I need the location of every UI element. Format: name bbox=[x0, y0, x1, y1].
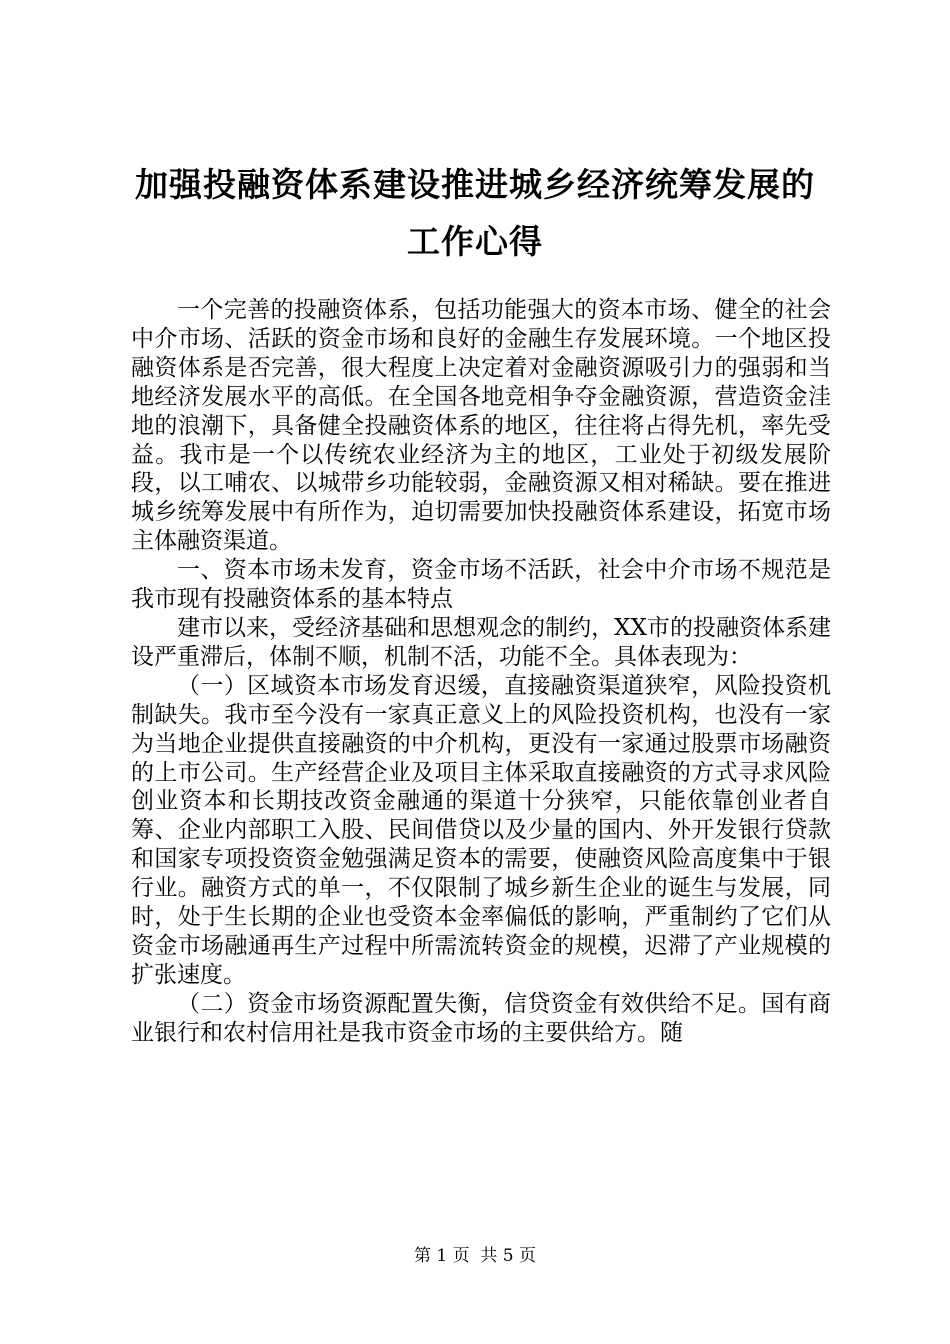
page-footer bbox=[0, 1245, 950, 1267]
document-title-line-2: 工作心得 bbox=[407, 222, 543, 261]
document-title-line-1: 加强投融资体系建设推进城乡经济统筹发展的 bbox=[135, 165, 815, 204]
paragraph-section-1-heading: 一、资本市场未发育，资金市场不活跃，社会中介市场不规范是我市现有投融资体系的基本特点 bbox=[131, 557, 831, 613]
paragraph-subsection-1: （一）区域资本市场发育迟缓，直接融资渠道狭窄，风险投资机制缺失。我市至今没有一家真正意义上的风险投资机构，也没有一家为当地企业提供直接融资的中介机构，更没有一家通过股票市场融资的上市公司。生产经营企业及项目主体采取直接融资的方式寻求风险创业资本和长期技改资金融通的渠道十分狭窄，只能依靠创业者自筹、企业内部职工入股、民间借贷以及少量的国内、外开发银行贷款和国家专项投资资金勉强满足资本的需要，使融资风险高度集中于银行业。融资方式的单一，不仅限制了城乡新生企业的诞生与发展，同时，处于生长期的企业也受资本金率偏低的影响，严重制约了它们从资金市场融通再生产过程中所需流转资金的规模，迟滞了产业规模的扩张速度。 bbox=[131, 672, 831, 988]
paragraph-section-1-intro: 建市以来，受经济基础和思想观念的制约，XX市的投融资体系建设严重滞后，体制不顺，机制不活，功能不全。具体表现为： bbox=[131, 614, 831, 670]
document-body bbox=[131, 296, 831, 1048]
page-number-label: 第 1 页 共 5 页 bbox=[413, 1246, 537, 1266]
paragraph-intro: 一个完善的投融资体系，包括功能强大的资本市场、健全的社会中介市场、活跃的资金市场和良好的金融生存发展环境。一个地区投融资体系是否完善，很大程度上决定着对金融资源吸引力的强弱和当地经济发展水平的高低。在全国各地竞相争夺金融资源，营造资金洼地的浪潮下，具备健全投融资体系的地区，往往将占得先机，率先受益。我市是一个以传统农业经济为主的地区，工业处于初级发展阶段，以工哺农、以城带乡功能较弱，金融资源又相对稀缺。要在推进城乡统筹发展中有所作为，迫切需要加快投融资体系建设，拓宽市场主体融资渠道。 bbox=[131, 297, 831, 555]
paragraph-subsection-2: （二）资金市场资源配置失衡，信贷资金有效供给不足。国有商业银行和农村信用社是我市资金市场的主要供给方。随 bbox=[131, 990, 831, 1046]
